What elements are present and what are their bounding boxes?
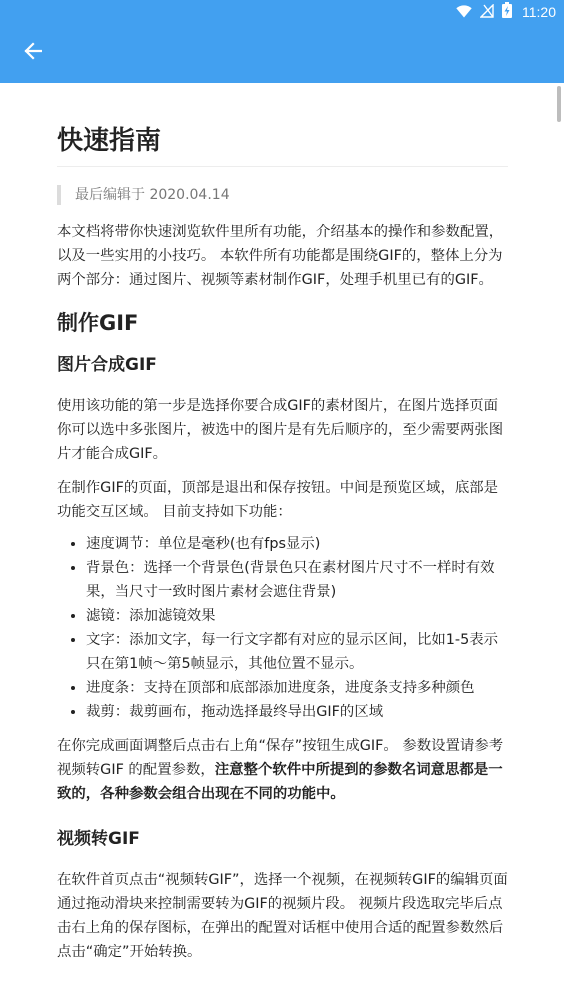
list-item: • 文字：添加文字，每一行文字都有对应的显示区间，比如1-5表示只在第1帧～第5帧显示，其他位置不显示。	[86, 628, 508, 676]
intro-paragraph: 本文档将带你快速浏览软件里所有功能，介绍基本的操作和参数配置，以及一些实用的小技巧。 本软件所有功能都是围绕GIF的，整体上分为两个部分：通过图片、视频等素材制作GIF，处理手机里已有的GIF。	[57, 224, 504, 288]
back-button[interactable]	[20, 41, 46, 65]
list-item: • 滤镜：添加滤镜效果	[86, 604, 508, 628]
doc-content	[57, 83, 508, 964]
last-edit-note: 最后编辑于 2020.04.14	[57, 185, 508, 205]
list-item: • 进度条：支持在顶部和底部添加进度条，进度条支持多种颜色	[86, 676, 508, 700]
images-to-gif-paragraph-3	[57, 734, 508, 806]
feature-list	[57, 532, 508, 724]
app-bar	[0, 0, 564, 83]
status-bar	[456, 3, 556, 21]
images-to-gif-paragraph-1: 使用该功能的第一步是选择你要合成GIF的素材图片，在图片选择页面你可以选中多张图片，被选中的图片是有先后顺序的，至少需要两张图片才能合成GIF。	[57, 398, 504, 462]
wifi-icon	[456, 3, 472, 22]
subsection-heading-images-to-gif: 图片合成GIF	[57, 355, 157, 375]
list-item: • 背景色：选择一个背景色(背景色只在素材图片尺寸不一样时有效果，当尺寸一致时图片素材会遮住背景)	[86, 556, 508, 604]
bold-note: 注意整个软件中所提到的参数名词意思都是一致的，各种参数会组合出现在不同的功能中。	[57, 762, 503, 802]
list-item: • 速度调节：单位是毫秒(也有fps显示)	[86, 532, 508, 556]
paragraph-text: 在你完成画面调整后点击右上角“保存”按钮生成GIF。 参数设置请参考 视频转GIF 的配置参数，	[57, 738, 504, 778]
section-heading-make-gif: 制作GIF	[57, 311, 139, 335]
list-item: • 裁剪：裁剪画布，拖动选择最终导出GIF的区域	[86, 700, 508, 724]
battery-charging-icon	[502, 2, 512, 22]
scrollbar[interactable]	[557, 86, 561, 122]
video-to-gif-paragraph-1: 在软件首页点击“视频转GIF”，选择一个视频，在视频转GIF的编辑页面通过拖动滑块来控制需要转为GIF的视频片段。 视频片段选取完毕后点击右上角的保存图标，在弹出的配置对话框中使用合适的配置参数然后点击“确定”开始转换。	[57, 872, 508, 960]
images-to-gif-paragraph-2: 在制作GIF的页面，顶部是退出和保存按钮。中间是预览区域，底部是功能交互区域。 目前支持如下功能：	[57, 480, 499, 520]
no-signal-icon	[480, 3, 494, 22]
arrow-back-icon	[24, 42, 42, 64]
status-time: 11:20	[522, 4, 556, 20]
page-title: 快速指南	[57, 128, 508, 167]
subsection-heading-video-to-gif: 视频转GIF	[57, 829, 140, 849]
